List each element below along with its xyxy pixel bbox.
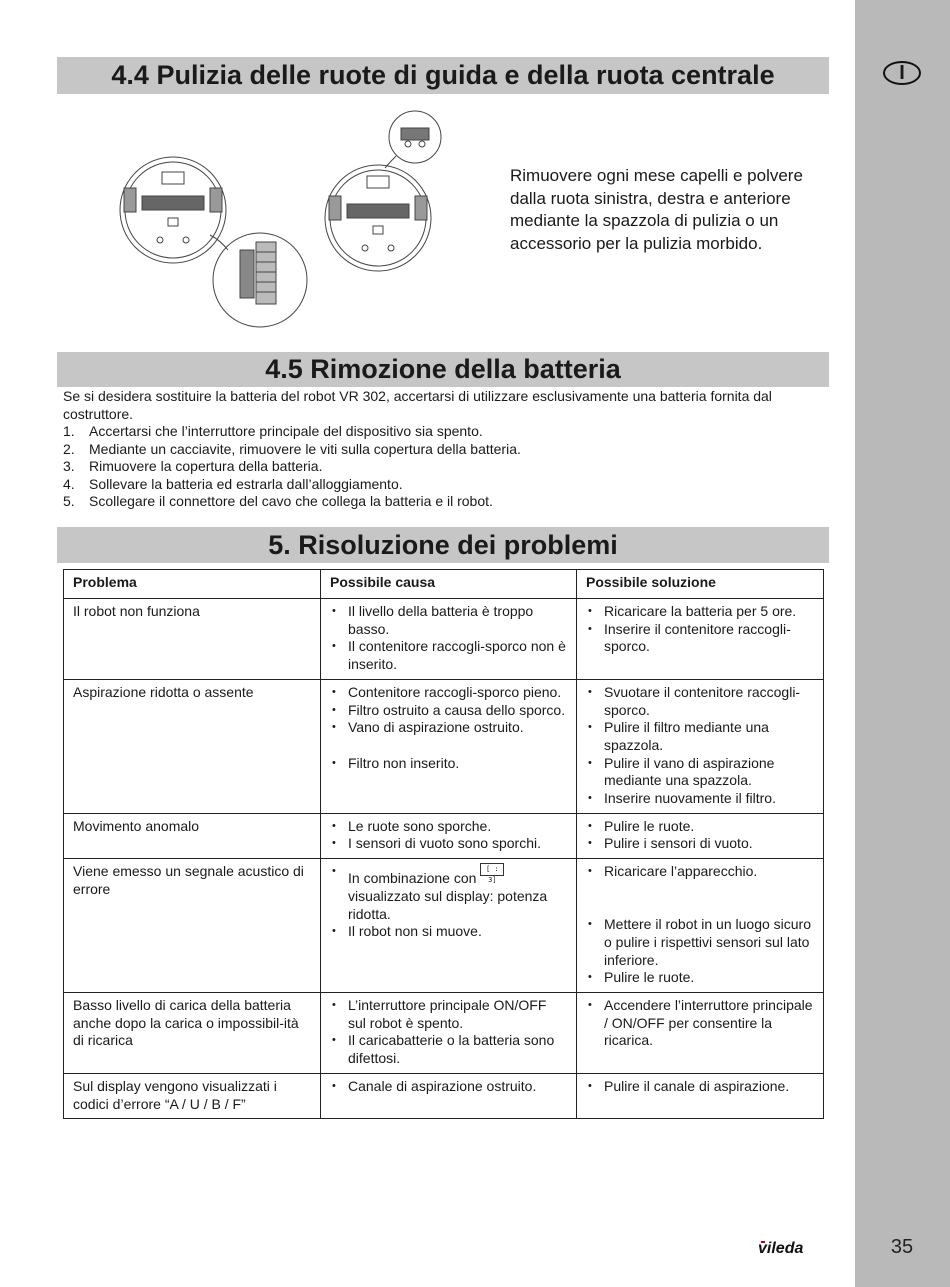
svg-text:vileda: vileda <box>758 1240 804 1256</box>
solution-cell: • Svuotare il contenitore raccogli-sporco. • Pulire il filtro mediante una spazzola. • Pulire il vano di aspirazione mediante una spazzola. • Inserire nuovamente il filtro. <box>577 679 824 813</box>
battery-intro: Se si desidera sostituire la batteria del robot VR 302, accertarsi di utilizzare esclusivamente una batteria fornita dal costruttore. <box>63 388 772 422</box>
troubleshooting-table <box>63 569 824 1119</box>
solution-cell: • Ricaricare la batteria per 5 ore. • Inserire il contenitore raccogli-sporco. <box>577 599 824 680</box>
cause-cell: • Canale di aspirazione ostruito. <box>321 1073 577 1118</box>
list-item: 2. Mediante un cacciavite, rimuovere le viti sulla copertura della batteria. <box>63 440 521 457</box>
table-row <box>64 813 824 858</box>
solution-cell: • Accendere l’interruttore principale / ON/OFF per consentire la ricarica. <box>577 993 824 1074</box>
problem-cell: Viene emesso un segnale acustico di errore <box>64 859 321 993</box>
cause-cell: • In combinazione con [ : 3] visualizzato sul display: potenza ridotta. • Il robot non si muove. <box>321 859 577 993</box>
list-item: 4. Sollevare la batteria ed estrarla dall’alloggiamento. <box>63 475 403 492</box>
table-row <box>64 859 824 993</box>
side-bar <box>855 0 950 1287</box>
section-44-heading: 4.4 Pulizia delle ruote di guida e della ruota centrale <box>57 57 829 94</box>
robot-wheel-cleaning-illustration <box>110 110 460 335</box>
section-44-text: Rimuovere ogni mese capelli e polvere dalla ruota sinistra, destra e anteriore mediante la spazzola di pulizia o un accessorio per la pulizia morbido. <box>510 166 803 253</box>
problem-cell: Basso livello di carica della batteria anche dopo la carica o impossibil-ità di ricarica <box>64 993 321 1074</box>
cause-cell: • Le ruote sono sporche. • I sensori di vuoto sono sporchi. <box>321 813 577 858</box>
cause-cell: • L’interruttore principale ON/OFF sul robot è spento. • Il caricabatterie o la batteria sono difettosi. <box>321 993 577 1074</box>
problem-cell: Il robot non funziona <box>64 599 321 680</box>
list-item: 1. Accertarsi che l’interruttore principale del dispositivo sia spento. <box>63 423 483 439</box>
table-row <box>64 599 824 680</box>
display-error-icon: [ : 3] <box>480 863 504 876</box>
table-row <box>64 679 824 813</box>
header-problem: Problema <box>64 570 321 599</box>
page-number: 35 <box>890 1236 914 1258</box>
table-row <box>64 993 824 1074</box>
solution-cell: • Ricaricare l’apparecchio. • Mettere il robot in un luogo sicuro o pulire i rispettivi sensori sul lato inferiore. • Pulire le ruote. <box>577 859 824 993</box>
solution-cell: • Pulire il canale di aspirazione. <box>577 1073 824 1118</box>
section-5-heading: 5. Risoluzione dei problemi <box>57 527 829 563</box>
vileda-logo <box>757 1236 827 1256</box>
section-45-heading: 4.5 Rimozione della batteria <box>57 352 829 387</box>
cause-cell: • Il livello della batteria è troppo basso. • Il contenitore raccogli-sporco non è inserito. <box>321 599 577 680</box>
cause-cell: • Contenitore raccogli-sporco pieno. • Filtro ostruito a causa dello sporco. • Vano di aspirazione ostruito. • Filtro non inserito. <box>321 679 577 813</box>
table-header-row <box>64 570 824 599</box>
problem-cell: Sul display vengono visualizzati i codici d’errore “A / U / B / F” <box>64 1073 321 1118</box>
list-item: 5. Scollegare il connettore del cavo che collega la batteria e il robot. <box>63 493 493 510</box>
table-row <box>64 1073 824 1118</box>
list-item: 3. Rimuovere la copertura della batteria. <box>63 458 323 475</box>
header-solution: Possibile soluzione <box>577 570 824 599</box>
header-cause: Possibile causa <box>321 570 577 599</box>
solution-cell: • Pulire le ruote. • Pulire i sensori di vuoto. <box>577 813 824 858</box>
battery-steps <box>63 423 828 511</box>
problem-cell: Aspirazione ridotta o assente <box>64 679 321 813</box>
language-badge: I <box>883 61 921 85</box>
problem-cell: Movimento anomalo <box>64 813 321 858</box>
